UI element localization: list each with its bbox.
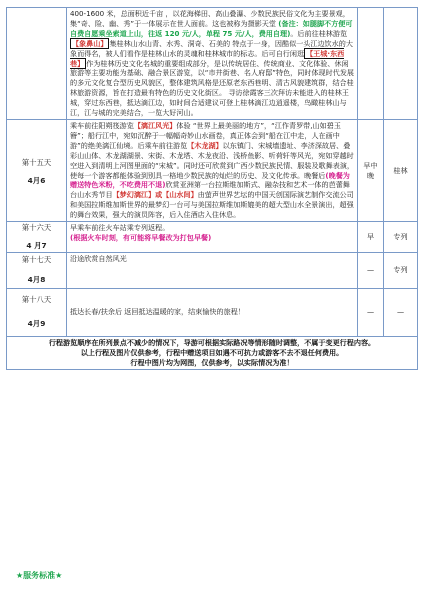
meals-cell: — <box>358 288 384 336</box>
day-cell <box>7 288 67 336</box>
day-label: 第十八天 <box>21 295 52 305</box>
meals-cell-empty <box>358 8 384 120</box>
itinerary-row-day17 <box>7 252 418 288</box>
notes-row <box>7 336 418 369</box>
day17-text: 沿途欣赏自然风光 <box>70 253 127 263</box>
li-river-tag: 【漓江风光】 <box>133 120 177 130</box>
intro-text-3: 作为桂林历史文化名城的重要组成部分，是以传统居住、传统商业、文化体验、休闲旅游等主要功能为基础、融合景区游览，以“市井街巷、名人府邸”特色，同时体现时代发展的多元文化复合型历史风貌区，整体建筑风格是还原老东西巷明、清古风貌建筑群，结合桂林旅游资源，旨在打造最有特色的历史文化街区。 寻访徐霞客三次拜访未能进入的桂林王城，穿过东西巷，抵达滴江边，如时间合适建议可登上桂林滴江边逍遥楼，鸟瞰桂林山与江，江与城的完美结合，一览大好河山。 <box>70 58 355 118</box>
day15-text-a: 乘车前往阳朔筏游览 <box>70 120 134 130</box>
meals-cell: — <box>358 252 384 288</box>
itinerary-row-continued <box>7 8 418 120</box>
day-date: 4 月7 <box>26 240 47 250</box>
dinner-note: (晚餐为赠送特色米粉，不吃费用不退) <box>70 170 350 190</box>
note-line-3: 行程中图片均为网图，仅供参考，以实际情况为准！ <box>130 357 294 367</box>
dream-li-river-tag: 【梦幻漓江】 <box>112 190 156 200</box>
intro-text-2: 集桂林山水山青、水秀、洞奇、石美的 特点于一身，因酷似一头江边饮水的大象而得名，被人们看作是桂林山水的灵魂和桂林城市的标志。后可自行闲逛 <box>70 38 353 58</box>
meals-cell: 早 <box>358 222 384 253</box>
note-line-1: 行程游览顺序在所列景点不减少的情况下，导游可根据实际路况等情形随时调整，不属于变更行程内容。 <box>48 337 376 347</box>
itinerary-table <box>6 7 418 370</box>
service-standard-heading: ★服务标准★ <box>16 571 63 580</box>
stay-cell: — <box>384 288 418 336</box>
stay-cell: 专列 <box>384 252 418 288</box>
mulong-lake-tag: 【木龙湖】 <box>187 140 223 150</box>
elephant-trunk-hill-tag: 【象鼻山】 <box>72 38 108 48</box>
day-date: 4月8 <box>27 275 46 285</box>
day15-text-f: 由萤声世界艺坛的中国天创国际演艺制作交流公司和美国拉斯维加斯世界的最梦幻一台可与美国拉斯维加斯媲美的超大型山水全景演出，超强的舞台效果，强大的演员阵容，后入住酒店入住休息。 <box>70 190 354 220</box>
itinerary-row-day18 <box>7 288 418 336</box>
day15-text-c: 以东镇门、宋城墙遗址、李济深故居、叠彩山山体、木龙湖湖景、宋街、木龙塔、木龙夜沿、浅桥鱼影、听荷轩等风光，宛如穿越时空进入到清明上河图里面的“宋城”。同时还可欣赏到广西少数民族民情、服装及歌舞表演，使每一个游客都能体验到别具一格地少数民族的灿烂的历史、及文化传承。晚餐后 <box>70 140 355 180</box>
wangcheng-tag: 【王城·东西巷】 <box>70 48 345 68</box>
day-label: 第十七天 <box>21 255 52 265</box>
shanshuijian-tag: 【山水间】 <box>162 190 198 200</box>
day-cell <box>7 222 67 253</box>
day-cell-empty <box>7 8 67 120</box>
or-text: 或 <box>155 190 163 200</box>
intro-text-1: 400-1600 米，总面积近千亩 ，以花海梯田、高山叠瀑、少数民族民俗文化为主要景观，集“奇、险、幽、秀”于一体展示在世人面前。这也被称为摄影天堂 <box>70 9 350 28</box>
day-date: 4月6 <box>27 176 46 185</box>
intro-text-1-end: 。后前往桂林游览 <box>290 28 348 38</box>
day18-text: 抵达长春/扶余后 返回抵达温暖的家，结束愉快的旅程！ <box>70 307 245 317</box>
day16-text: 早乘车前往火车站乘专列返程。 <box>70 223 170 233</box>
day15-text-d: 欣赏亚洲第一台拉斯维加斯式、融杂技和艺术一体的芭蕾舞台山水秀节目 <box>70 180 350 200</box>
breakfast-note: (根据火车时刻，有可能将早餐改为打包早餐) <box>70 232 212 242</box>
note-line-2: 以上行程及图片仅供参考，行程中赠送项目如遇不可抗力或游客不去不退任何费用。 <box>80 347 344 357</box>
stay-cell-empty <box>384 8 418 120</box>
day-description <box>67 8 358 120</box>
notes-cell <box>7 336 418 369</box>
day-cell <box>7 119 67 221</box>
day-description <box>67 222 358 253</box>
day-date: 4月9 <box>27 319 46 329</box>
day-label: 第十六天 <box>21 223 52 233</box>
itinerary-row-day15 <box>7 119 418 221</box>
cable-car-note: (备注：如腿脚不方便可自费自愿乘坐索道上山，往返 120 元/人，单程 75 元/人，费用自理) <box>70 18 353 38</box>
stay-cell: 专列 <box>384 222 418 253</box>
meals-cell: 早中晚 <box>358 119 384 221</box>
day-cell <box>7 252 67 288</box>
stay-cell: 桂林 <box>384 119 418 221</box>
day15-text-b: 体验 “世界上最美丽的地方”，“江作青罗带,山如碧玉簪”；船行江中，宛如沉醉于一幅幅奇妙山水画卷，真正体会到“船在江中走，人在画中游”的绝美漓江仙境。后乘车前往游览 <box>70 120 341 150</box>
day-description <box>67 119 358 221</box>
itinerary-row-day16 <box>7 222 418 253</box>
day-description <box>67 288 358 336</box>
day-description <box>67 252 358 288</box>
day-label: 第十五天 <box>21 158 52 168</box>
